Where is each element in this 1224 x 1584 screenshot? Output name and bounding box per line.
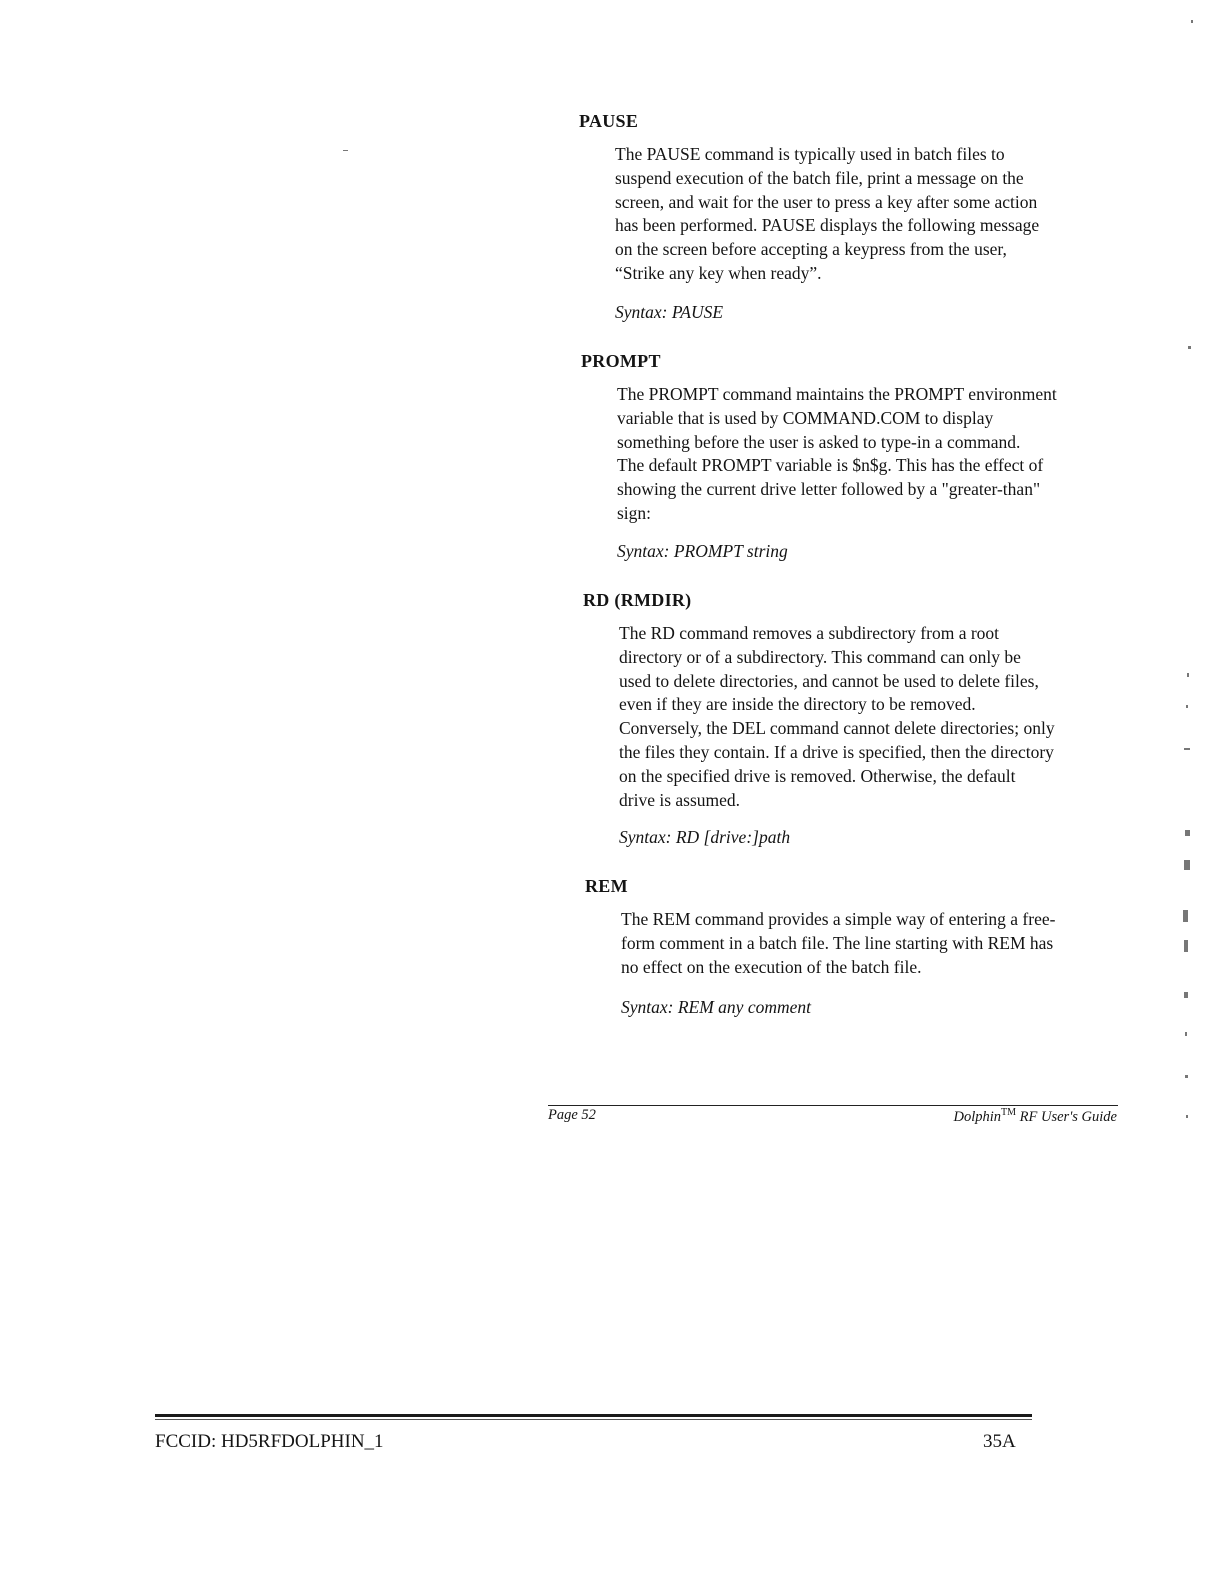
body-line: “Strike any key when ready”.: [615, 262, 822, 283]
body-line: showing the current drive letter followed by a "greater-than": [617, 479, 1041, 500]
syntax-line-rd: Syntax: RD [drive:]path: [619, 827, 791, 847]
body-line: on the specified drive is removed. Otherwise, the default: [619, 765, 1016, 786]
section-body-prompt: [617, 383, 1057, 526]
body-line: form comment in a batch file. The line starting with REM has: [621, 932, 1054, 953]
body-line: on the screen before accepting a keypress from the user,: [615, 239, 1007, 260]
section-heading-pause: PAUSE: [579, 111, 639, 131]
scan-artifact: [1188, 346, 1191, 349]
guide-name: Dolphin: [953, 1108, 1002, 1125]
body-line: The PAUSE command is typically used in batch files to: [615, 144, 1005, 164]
body-line: suspend execution of the batch file, print a message on the: [615, 167, 1024, 188]
scan-artifact: [1184, 940, 1188, 952]
section-heading-rd: RD (RMDIR): [583, 590, 692, 610]
body-line: even if they are inside the directory to be removed.: [619, 694, 976, 715]
body-line: The PROMPT command maintains the PROMPT environment: [617, 384, 1057, 404]
page-number: Page 52: [548, 1107, 596, 1123]
scan-artifact: [1184, 992, 1188, 998]
body-line: screen, and wait for the user to press a key after some action: [615, 191, 1038, 212]
syntax-line-rem: Syntax: REM any comment: [621, 997, 811, 1017]
body-line: Conversely, the DEL command cannot delete directories; only: [619, 718, 1055, 739]
body-line: variable that is used by COMMAND.COM to display: [617, 407, 994, 428]
body-line: directory or of a subdirectory. This command can only be: [619, 646, 1021, 667]
scan-artifact: [1191, 20, 1193, 23]
body-line: drive is assumed.: [619, 789, 741, 810]
fcc-id: FCCID: HD5RFDOLPHIN_1: [155, 1431, 384, 1452]
syntax-line-pause: Syntax: PAUSE: [615, 302, 724, 322]
scan-artifact: [1187, 673, 1189, 677]
trademark-symbol: TM: [1001, 1107, 1017, 1118]
body-line: used to delete directories, and cannot be used to delete files,: [619, 670, 1039, 691]
body-line: no effect on the execution of the batch file.: [621, 956, 922, 977]
body-line: the files they contain. If a drive is specified, then the directory: [619, 741, 1054, 762]
section-body-rem: [621, 908, 1055, 979]
fcc-rule: [155, 1414, 1032, 1417]
scan-artifact: [1186, 1115, 1188, 1118]
scan-artifact: [1185, 1032, 1187, 1036]
scan-artifact: [1184, 860, 1190, 870]
guide-title: [954, 1107, 1118, 1126]
fcc-rule-thin: [155, 1419, 1032, 1420]
section-heading-rem: REM: [585, 876, 628, 896]
scan-artifact: [1186, 705, 1188, 708]
scan-artifact: [1185, 830, 1190, 836]
scan-artifact: [1183, 910, 1188, 922]
body-line: sign:: [617, 502, 652, 523]
body-line: The default PROMPT variable is $n$g. This has the effect of: [617, 455, 1044, 476]
scan-artifact: [1184, 748, 1190, 750]
body-line: has been performed. PAUSE displays the following message: [615, 215, 1040, 236]
exhibit-number: 35A: [983, 1431, 1016, 1452]
scan-artifact: [343, 150, 348, 151]
section-heading-prompt: PROMPT: [581, 351, 661, 371]
footer-rule: [548, 1105, 1118, 1106]
guide-suffix: RF User's Guide: [1016, 1108, 1117, 1125]
section-body-rd: [619, 622, 1055, 812]
section-body-pause: [615, 143, 1039, 286]
scan-artifact: [1185, 1075, 1188, 1078]
body-line: The RD command removes a subdirectory from a root: [619, 623, 1000, 643]
syntax-line-prompt: Syntax: PROMPT string: [617, 541, 788, 561]
body-line: The REM command provides a simple way of entering a free-: [621, 909, 1056, 929]
body-line: something before the user is asked to type-in a command.: [617, 431, 1021, 452]
